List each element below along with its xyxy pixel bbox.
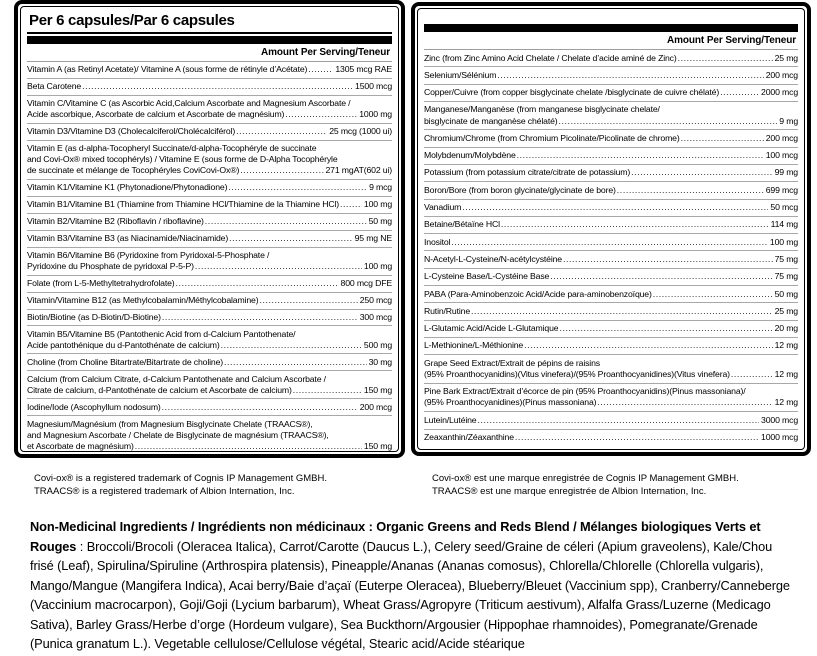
nutrient-value: 150 mg xyxy=(363,441,392,452)
thick-rule xyxy=(27,36,392,44)
nutrient-value: 12 mg xyxy=(774,368,798,379)
nutrient-name: Vitamin K1/Vitamine K1 (Phytonadione/Phytonadione) xyxy=(27,182,228,193)
nutrient-name: Vitamin B2/Vitamine B2 (Riboflavin / riboflavine) xyxy=(27,216,204,227)
nutrient-line xyxy=(424,185,798,196)
nutrient-line xyxy=(424,150,798,161)
nutrient-name: et Ascorbate de magnésium) xyxy=(27,441,134,452)
nutrient-value: 500 mg xyxy=(363,339,392,350)
dot-leader xyxy=(293,385,362,396)
nutrient-name: Inositol xyxy=(424,236,451,247)
nutrient-value: 50 mg xyxy=(368,216,392,227)
nutrient-name-line: Vitamin B5/Vitamine B5 (Pantothenic Acid from d-Calcium Pantothenate/ xyxy=(27,328,296,339)
nutrient-name: Pyridoxine du Phosphate de pyridoxal P-5-P) xyxy=(27,261,194,272)
nutrient-name: bisglycinate de manganèse chélaté) xyxy=(424,115,558,126)
serving-size-title: Per 6 capsules/Par 6 capsules xyxy=(27,10,392,34)
nutrient-line xyxy=(424,271,798,282)
dot-leader xyxy=(501,219,769,230)
nutrient-value: 1000 mcg xyxy=(761,432,798,443)
table-row xyxy=(424,234,798,251)
nutrient-value: 50 mg xyxy=(774,288,798,299)
table-row xyxy=(424,355,798,384)
nutrient-name: Vitamin B3/Vitamine B3 (as Niacinamide/Niacinamide) xyxy=(27,233,229,244)
nutrient-line xyxy=(27,402,392,413)
nutrient-name-line: and Magnesium Ascorbate / Chelate de Bisglycinate de magnésium (TRAACS®), xyxy=(27,429,329,440)
nutrient-name: Lutein/Lutéine xyxy=(424,414,477,425)
dot-leader xyxy=(617,185,764,196)
nutrient-name: Rutin/Rutine xyxy=(424,305,471,316)
nutrient-value: 100 mg xyxy=(363,199,392,210)
dot-leader xyxy=(720,87,759,98)
nutrient-value: 25 mcg (1000 ui) xyxy=(329,126,392,137)
nutrient-line xyxy=(424,369,798,380)
nutrient-line xyxy=(424,219,798,230)
nutrient-value: 25 mg xyxy=(774,52,798,63)
nutrient-line xyxy=(27,295,392,306)
nutrient-line xyxy=(424,289,798,300)
dot-leader xyxy=(471,306,773,317)
nutrient-value: 200 mcg xyxy=(765,69,798,80)
table-row xyxy=(424,321,798,338)
supplement-facts-panel-right xyxy=(411,2,811,456)
nutrient-name: L-Methionine/L-Méthionine xyxy=(424,340,524,351)
nutrient-line xyxy=(27,126,392,137)
nutrient-line xyxy=(27,261,392,272)
dot-leader xyxy=(597,397,772,408)
dot-leader xyxy=(631,167,772,178)
non-medicinal-body: : Broccoli/Brocoli (Oleracea Italica), Carrot/Carotte (Daucus L.), Celery seed/Graine de céleri (Apium graveolens), Kale/Chou frisé (Leaf), Spirulina/Spiruline (Arthrospira platensis), Pineapple/Ananas (Ananas comosus), Chlorella/Chlorelle (Chlorella vulgaris), Mango/Mangue (Mangifera Indica), Acai berry/Baie d’açaï (Euterpe Oleracea), Blueberry/Bleuet (Vaccinium spp), Cranberry/Canneberge (Vaccinium macrocarpon), Goji/Goji (Lycium barbarum), Wheat Grass/Agropyre (Triticum aestivum), Alfalfa Grass/Luzerne (Medicago Sativa), Barley Grass/Herbe d’orge (Hordeum vulgare), Sea Buckthorn/Argousier (Hippophae rhamnoides), Pomegranate/Grenade (Punica granatum L.). Vegetable cellulose/Cellulose végétal, Stearic acid/Acide stéarique xyxy=(30,538,790,651)
nutrient-rows-right xyxy=(424,50,798,446)
table-row xyxy=(424,130,798,147)
nutrient-value: 100 mg xyxy=(363,261,392,272)
nutrient-name-line: Vitamin B6/Vitamine B6 (Pyridoxine from Pyridoxal-5-Phosphate / xyxy=(27,249,270,260)
nutrient-value: 271 mgAT(602 ui) xyxy=(325,165,392,176)
nutrient-name: Vitamin B1/Vitamine B1 (Thiamine from Thiamine HCl/Thiamine de la Thiamine HCl) xyxy=(27,199,339,210)
nutrient-name-line: Magnesium/Magnésium (from Magnesium Bisglycinate Chelate (TRAACS®), xyxy=(27,418,313,429)
table-row xyxy=(27,180,392,197)
table-row xyxy=(424,384,798,413)
dot-leader xyxy=(82,81,353,92)
dot-leader xyxy=(462,202,768,213)
nutrient-name: Selenium/Sélénium xyxy=(424,69,497,80)
dot-leader xyxy=(285,109,357,120)
table-row xyxy=(27,416,392,452)
dot-leader xyxy=(205,216,367,227)
nutrient-name: Vanadium xyxy=(424,202,462,213)
nutrient-value: 800 mcg DFE xyxy=(340,278,392,289)
nutrient-name-line: Grape Seed Extract/Extrait de pépins de raisins xyxy=(424,357,600,368)
nutrient-name: (95% Proanthocyanidines)(Pinus massoniana) xyxy=(424,397,597,408)
nutrient-value: 1500 mcg xyxy=(355,81,392,92)
nutrient-name: Copper/Cuivre (from copper bisglycinate chelate /bisglycinate de cuivre chélaté) xyxy=(424,87,720,98)
dot-leader xyxy=(221,340,362,351)
nutrient-name: (95% Proanthocyanidins)(Vitus vinefera)/(95% Proanthocyanidines)(Vitus vinefera) xyxy=(424,368,730,379)
table-row xyxy=(27,96,392,124)
nutrient-name: Vitamin/Vitamine B12 (as Methylcobalamin/Méthylcobalamine) xyxy=(27,294,259,305)
nutrient-line xyxy=(424,133,798,144)
table-row xyxy=(27,371,392,399)
dot-leader xyxy=(653,289,773,300)
nutrient-line xyxy=(424,202,798,213)
non-medicinal-ingredients-paragraph xyxy=(30,517,793,654)
nutrient-name: L-Cysteine Base/L-Cystéine Base xyxy=(424,271,550,282)
nutrient-name: Beta Carotene xyxy=(27,81,82,92)
nutrient-name: Boron/Bore (from boron glycinate/glycinate de bore) xyxy=(424,184,616,195)
footnote-line: TRAACS® est une marque enregistrée de Albion Internation, Inc. xyxy=(432,486,707,497)
dot-leader xyxy=(517,150,764,161)
dot-leader xyxy=(563,254,773,265)
nutrient-line xyxy=(27,182,392,193)
trademark-footnotes xyxy=(0,472,817,498)
dot-leader xyxy=(135,441,362,452)
footnote-line: Covi-ox® est une marque enregistrée de Cognis IP Management GMBH. xyxy=(432,473,739,484)
nutrient-line xyxy=(424,254,798,265)
dot-leader xyxy=(240,165,323,176)
nutrient-line xyxy=(27,278,392,289)
nutrient-line xyxy=(424,237,798,248)
nutrient-line xyxy=(27,357,392,368)
amount-per-serving-header: Amount Per Serving/Teneur xyxy=(27,44,392,62)
nutrient-line xyxy=(27,233,392,244)
nutrient-value: 3000 mcg xyxy=(761,414,798,425)
nutrient-value: 9 mcg xyxy=(369,182,392,193)
nutrient-value: 99 mg xyxy=(774,167,798,178)
nutrient-value: 2000 mcg xyxy=(761,87,798,98)
nutrient-name: Molybdenum/Molybdène xyxy=(424,150,516,161)
nutrient-value: 75 mg xyxy=(774,271,798,282)
dot-leader xyxy=(259,295,357,306)
panel-right-inner xyxy=(417,8,805,450)
table-row xyxy=(27,310,392,327)
nutrient-value: 300 mcg xyxy=(359,311,392,322)
dot-leader xyxy=(497,70,763,81)
nutrient-value: 1305 mcg RAE xyxy=(335,64,392,75)
footnote-line: TRAACS® is a registered trademark of Albion Internation, Inc. xyxy=(34,486,295,497)
nutrient-line xyxy=(27,199,392,210)
nutrient-name: Zinc (from Zinc Amino Acid Chelate / Chelate d’acide aminé de Zinc) xyxy=(424,52,677,63)
nutrient-value: 75 mg xyxy=(774,253,798,264)
dot-leader xyxy=(559,116,778,127)
nutrient-name: Vitamin D3/Vitamine D3 (Cholecalciferol/Cholécalciférol) xyxy=(27,126,236,137)
table-row xyxy=(27,214,392,231)
nutrient-line xyxy=(27,340,392,351)
table-row xyxy=(424,182,798,199)
table-row xyxy=(27,231,392,248)
table-row xyxy=(424,102,798,131)
nutrient-name: Biotin/Biotine (as D-Biotin/D-Biotine) xyxy=(27,311,161,322)
nutrient-line xyxy=(27,385,392,396)
nutrient-line xyxy=(424,323,798,334)
nutrient-name: de succinate et mélange de Tocophéryles CoviCovi-Ox®) xyxy=(27,165,240,176)
dot-leader xyxy=(678,53,773,64)
dot-leader xyxy=(176,278,339,289)
dot-leader xyxy=(451,237,768,248)
table-row xyxy=(424,269,798,286)
dot-leader xyxy=(229,233,352,244)
trademark-footnote-en xyxy=(34,472,386,498)
nutrient-name-line: Manganese/Manganèse (from manganese bisglycinate chelate/ xyxy=(424,104,660,115)
table-row xyxy=(424,217,798,234)
nutrient-name: Acide pantothénique du d-Pantothénate de calcium) xyxy=(27,339,220,350)
nutrient-value: 30 mg xyxy=(368,356,392,367)
nutrient-value: 200 mcg xyxy=(359,401,392,412)
table-row xyxy=(27,293,392,310)
supplement-facts-panels xyxy=(14,0,810,458)
nutrient-name: Potassium (from potassium citrate/citrate de potassium) xyxy=(424,167,631,178)
non-medicinal-heading: Non-Medicinal Ingredients / Ingrédients non médicinaux : Organic Greens and Reds Blend / Mélanges biologiques Verts et Rouges xyxy=(30,519,761,554)
table-row xyxy=(424,67,798,84)
thick-rule xyxy=(424,24,798,32)
dot-leader xyxy=(236,126,327,137)
table-row xyxy=(424,303,798,320)
nutrient-name: Vitamin A (as Retinyl Acetate)/ Vitamine A (sous forme de rétinyle d’Acétate) xyxy=(27,64,308,75)
table-row xyxy=(27,62,392,79)
supplement-facts-panel-left xyxy=(14,0,405,458)
nutrient-value: 50 mcg xyxy=(770,202,798,213)
nutrient-line xyxy=(424,167,798,178)
nutrient-value: 100 mg xyxy=(769,236,798,247)
nutrient-line xyxy=(424,116,798,127)
nutrient-value: 100 mcg xyxy=(765,150,798,161)
table-row xyxy=(424,430,798,446)
nutrient-line xyxy=(424,53,798,64)
nutrient-value: 114 mg xyxy=(770,219,798,230)
nutrient-line xyxy=(424,432,798,443)
table-row xyxy=(424,338,798,355)
dot-leader xyxy=(195,261,362,272)
dot-leader xyxy=(162,312,358,323)
nutrient-value: 1000 mg xyxy=(359,109,392,120)
nutrient-line xyxy=(27,81,392,92)
nutrient-name: Folate (from L-5-Methyltetrahydrofolate) xyxy=(27,278,175,289)
nutrient-line xyxy=(424,415,798,426)
trademark-footnote-fr xyxy=(432,472,739,498)
nutrient-name-line: Calcium (from Calcium Citrate, d-Calcium Pantothenate and Calcium Ascorbate / xyxy=(27,373,326,384)
nutrient-name: N-Acetyl-L-Cysteine/N-acétylcystéine xyxy=(424,253,562,264)
nutrient-line xyxy=(27,441,392,452)
table-row xyxy=(27,276,392,293)
nutrient-rows-left xyxy=(27,62,392,452)
dot-leader xyxy=(559,323,772,334)
table-row xyxy=(424,165,798,182)
table-row xyxy=(27,124,392,141)
table-row xyxy=(424,412,798,429)
table-row xyxy=(27,399,392,416)
nutrient-name-line: and Covi-Ox® mixed tocophéryls) / Vitamine E (sous forme de D-Alpha Tocophéryle xyxy=(27,154,338,165)
dot-leader xyxy=(228,182,367,193)
nutrient-value: 9 mg xyxy=(779,115,798,126)
amount-per-serving-header: Amount Per Serving/Teneur xyxy=(424,32,798,50)
nutrient-line xyxy=(424,70,798,81)
table-row xyxy=(27,197,392,214)
nutrient-value: 20 mg xyxy=(774,323,798,334)
footnote-line: Covi-ox® is a registered trademark of Cognis IP Management GMBH. xyxy=(34,473,327,484)
nutrient-name: Chromium/Chrome (from Chromium Picolinate/Picolinate de chrome) xyxy=(424,132,680,143)
nutrient-line xyxy=(424,340,798,351)
dot-leader xyxy=(681,133,764,144)
table-row xyxy=(424,200,798,217)
nutrient-name: Zeaxanthin/Zéaxanthine xyxy=(424,432,514,443)
table-row xyxy=(424,148,798,165)
dot-leader xyxy=(478,415,760,426)
table-row xyxy=(27,248,392,276)
dot-leader xyxy=(340,199,362,210)
nutrient-value: 95 mg NE xyxy=(354,233,392,244)
dot-leader xyxy=(731,369,773,380)
nutrient-line xyxy=(27,64,392,75)
nutrient-name-line: Pine Bark Extract/Extrait d’écorce de pin (95% Proanthocyanidins)(Pinus massoniana)/ xyxy=(424,386,746,397)
nutrient-line xyxy=(424,87,798,98)
nutrient-line xyxy=(27,165,392,176)
nutrient-value: 200 mcg xyxy=(765,132,798,143)
nutrient-name: Iodine/Iode (Ascophyllum nodosum) xyxy=(27,401,161,412)
dot-leader xyxy=(162,402,358,413)
table-row xyxy=(27,326,392,354)
nutrient-line xyxy=(27,312,392,323)
nutrient-line xyxy=(27,109,392,120)
nutrient-name: PABA (Para-Aminobenzoic Acid/Acide para-aminobenzoïque) xyxy=(424,288,652,299)
nutrient-name: Acide ascorbique, Ascorbate de calcium et Ascorbate de magnésium) xyxy=(27,109,285,120)
nutrient-line xyxy=(27,216,392,227)
table-row xyxy=(424,286,798,303)
nutrient-value: 699 mcg xyxy=(765,184,798,195)
nutrient-value: 150 mg xyxy=(363,384,392,395)
dot-leader xyxy=(515,432,759,443)
dot-leader xyxy=(308,64,333,75)
table-row xyxy=(27,79,392,96)
nutrient-value: 250 mcg xyxy=(359,294,392,305)
panel-left-inner xyxy=(20,6,399,452)
nutrient-value: 12 mg xyxy=(774,340,798,351)
dot-leader xyxy=(224,357,367,368)
nutrient-value: 12 mg xyxy=(774,397,798,408)
nutrient-line xyxy=(424,397,798,408)
nutrient-name-line: Vitamin C/Vitamine C (as Ascorbic Acid,Calcium Ascorbate and Magnesium Ascorbate / xyxy=(27,98,351,109)
dot-leader xyxy=(524,340,772,351)
table-row xyxy=(27,354,392,371)
table-row xyxy=(424,85,798,102)
table-row xyxy=(27,141,392,180)
nutrient-name-line: Vitamin E (as d-alpha-Tocopheryl Succinate/d-alpha-Tocophéryle de succinate xyxy=(27,143,317,154)
nutrient-name: Citrate de calcium, d-Pantothénate de calcium et Ascorbate de calcium) xyxy=(27,384,292,395)
nutrient-line xyxy=(424,306,798,317)
dot-leader xyxy=(550,271,772,282)
nutrient-value: 25 mg xyxy=(774,305,798,316)
table-row xyxy=(424,251,798,268)
nutrient-name: Choline (from Choline Bitartrate/Bitartrate de choline) xyxy=(27,356,223,367)
table-row xyxy=(424,50,798,67)
nutrient-name: L-Glutamic Acid/Acide L-Glutamique xyxy=(424,323,559,334)
nutrient-name: Betaine/Bétaïne HCl xyxy=(424,219,500,230)
